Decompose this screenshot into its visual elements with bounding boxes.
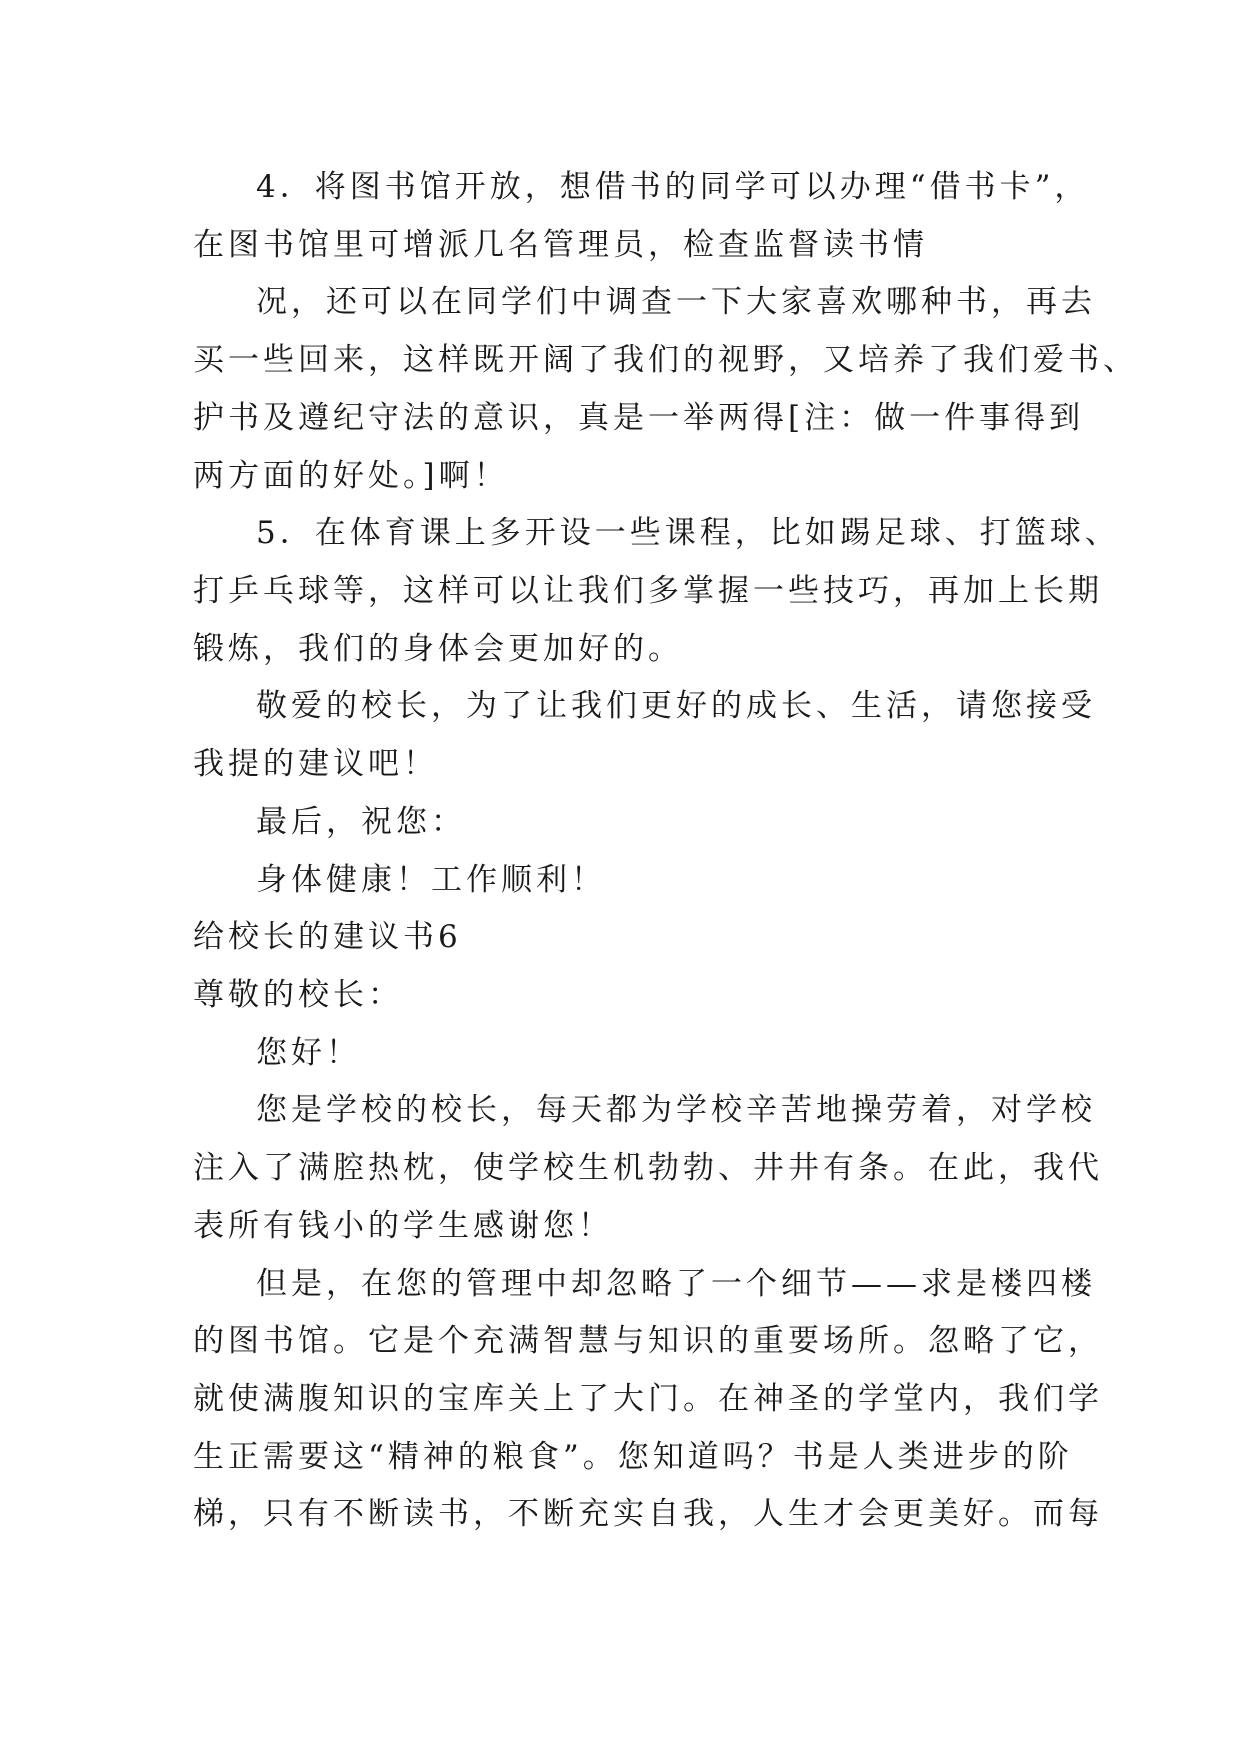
- text-line: 身体健康！工作顺利！: [256, 862, 606, 898]
- greeting: 您好！: [256, 1035, 361, 1071]
- text-line: 况，还可以在同学们中调查一下大家喜欢哪种书，再去: [256, 284, 1096, 320]
- text-line: 在图书馆里可增派几名管理员，检查监督读书情: [193, 227, 928, 263]
- text-line: 护书及遵纪守法的意识，真是一举两得[注：做一件事得到: [193, 400, 1085, 436]
- text-line: 4．将图书馆开放，想借书的同学可以办理“借书卡”，: [256, 169, 1090, 205]
- text-line: 最后，祝您：: [256, 804, 466, 840]
- text-line: 5．在体育课上多开设一些课程，比如踢足球、打篮球、: [256, 515, 1120, 551]
- text-line: 但是，在您的管理中却忽略了一个细节——求是楼四楼: [256, 1266, 1096, 1302]
- section-heading: 给校长的建议书6: [193, 919, 462, 955]
- text-line: 我提的建议吧！: [193, 746, 438, 782]
- text-line: 的图书馆。它是个充满智慧与知识的重要场所。忽略了它，: [193, 1323, 1103, 1359]
- text-line: 锻炼，我们的身体会更加好的。: [193, 631, 683, 667]
- text-line: 梯，只有不断读书，不断充实自我，人生才会更美好。而每: [193, 1496, 1103, 1532]
- text-line: 生正需要这“精神的粮食”。您知道吗？书是人类进步的阶: [193, 1439, 1073, 1475]
- text-line: 您是学校的校长，每天都为学校辛苦地操劳着，对学校: [256, 1092, 1096, 1128]
- text-line: 买一些回来，这样既开阔了我们的视野，又培养了我们爱书、: [193, 342, 1138, 378]
- text-line: 打乒乓球等，这样可以让我们多掌握一些技巧，再加上长期: [193, 573, 1103, 609]
- text-line: 两方面的好处。]啊！: [193, 458, 509, 494]
- text-line: 就使满腹知识的宝库关上了大门。在神圣的学堂内，我们学: [193, 1381, 1103, 1417]
- text-line: 表所有钱小的学生感谢您！: [193, 1208, 613, 1244]
- text-line: 敬爱的校长，为了让我们更好的成长、生活，请您接受: [256, 688, 1096, 724]
- salutation: 尊敬的校长：: [193, 977, 403, 1013]
- text-line: 注入了满腔热枕，使学校生机勃勃、井井有条。在此，我代: [193, 1150, 1103, 1186]
